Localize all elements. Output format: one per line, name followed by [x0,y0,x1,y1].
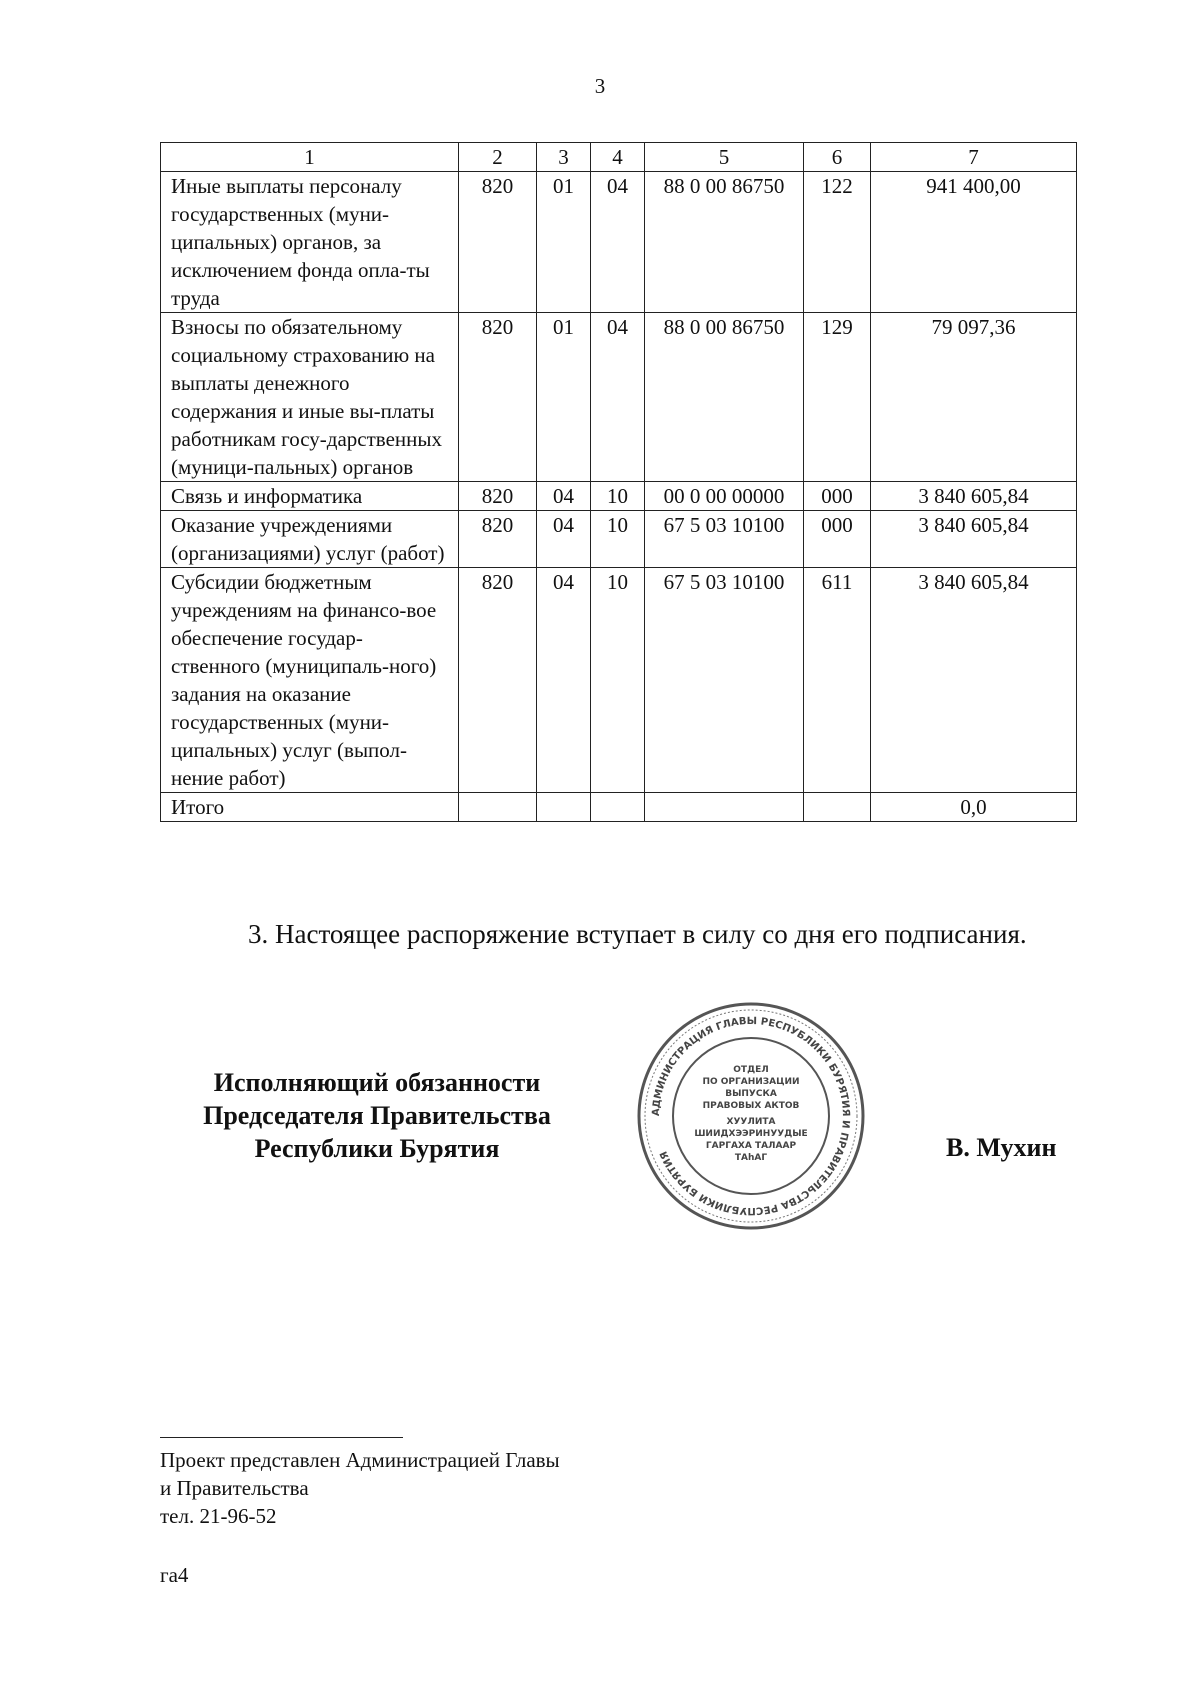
row-name: Субсидии бюджетным учреждениям на финансо-вое обеспечение государ-ственного (муниципаль-ного) задания на оказание государственных (муни-ципальных) услуг (выпол-нение работ) [161,568,459,793]
signer-title-line: Республики Бурятия [254,1134,500,1163]
effective-clause: 3. Настоящее распоряжение вступает в силу со дня его подписания. [248,919,1027,949]
cell-subsection: 04 [591,313,645,482]
cell-admin-code: 820 [459,511,537,568]
cell-expense-type: 122 [804,172,871,313]
cell-section: 01 [537,172,591,313]
cell-amount: 3 840 605,84 [871,568,1077,793]
seal-text: ГАРГАХА ТАЛААР [705,1141,797,1151]
seal-text: ПРАВОВЫХ АКТОВ [702,1101,800,1111]
signer-title [162,1066,592,1165]
seal-text: ХУУЛИТА [726,1117,776,1127]
budget-table [160,142,1077,822]
seal-text: ПО ОРГАНИЗАЦИИ [702,1077,800,1087]
footer-note [160,1446,560,1530]
official-seal [635,1000,867,1232]
seal-text: ТАhАГ [734,1153,768,1163]
cell-subsection [591,793,645,822]
cell-admin-code [459,793,537,822]
page-number: 3 [594,74,606,98]
seal-dotted-ring [645,1010,857,1222]
cell-subsection: 10 [591,511,645,568]
header-cell: 2 [459,143,537,172]
row-name: Оказание учреждениями (организациями) услуг (работ) [161,511,459,568]
cell-amount: 0,0 [871,793,1077,822]
header-cell: 4 [591,143,645,172]
cell-subsection: 04 [591,172,645,313]
cell-section: 04 [537,568,591,793]
row-name: Взносы по обязательному социальному страхованию на выплаты денежного содержания и иные вы-платы работникам госу-дарственных (муници-пальных) органов [161,313,459,482]
table-row [161,482,1077,511]
seal-ring-text: АДМИНИСТРАЦИЯ ГЛАВЫ РЕСПУБЛИКИ БУРЯТИЯ И ПРАВИТЕЛЬСТВА РЕСПУБЛИКИ БУРЯТИЯ [650,1015,852,1217]
cell-section: 04 [537,482,591,511]
cell-expense-type: 611 [804,568,871,793]
cell-admin-code: 820 [459,568,537,793]
cell-expense-type: 129 [804,313,871,482]
table-total-row [161,793,1077,822]
cell-amount: 941 400,00 [871,172,1077,313]
cell-target-article: 00 0 00 00000 [645,482,804,511]
table-row [161,568,1077,793]
row-name: Связь и информатика [161,482,459,511]
cell-target-article: 67 5 03 10100 [645,511,804,568]
seal-text: ШИИДХЭЭРИНУУДЫЕ [694,1129,808,1139]
header-cell: 6 [804,143,871,172]
cell-target-article: 88 0 00 86750 [645,172,804,313]
cell-target-article: 88 0 00 86750 [645,313,804,482]
footer-line: Проект представлен Администрацией Главы [160,1448,560,1472]
table-row [161,172,1077,313]
cell-expense-type [804,793,871,822]
table-header-row [161,143,1077,172]
cell-expense-type: 000 [804,511,871,568]
seal-inner-ring [673,1038,829,1194]
signer-name: В. Мухин [946,1133,1057,1162]
cell-subsection: 10 [591,568,645,793]
cell-section: 01 [537,313,591,482]
cell-admin-code: 820 [459,482,537,511]
cell-amount: 3 840 605,84 [871,511,1077,568]
seal-text: ВЫПУСКА [725,1089,777,1099]
cell-amount: 3 840 605,84 [871,482,1077,511]
table-row [161,313,1077,482]
cell-section: 04 [537,511,591,568]
header-cell: 7 [871,143,1077,172]
cell-target-article: 67 5 03 10100 [645,568,804,793]
table-row [161,511,1077,568]
cell-subsection: 10 [591,482,645,511]
document-code: га4 [160,1563,189,1587]
cell-expense-type: 000 [804,482,871,511]
seal-text: ОТДЕЛ [733,1065,769,1075]
cell-section [537,793,591,822]
cell-admin-code: 820 [459,313,537,482]
cell-admin-code: 820 [459,172,537,313]
cell-target-article [645,793,804,822]
header-cell: 1 [161,143,459,172]
row-name: Иные выплаты персоналу государственных (муни-ципальных) органов, за исключением фонда опла-ты труда [161,172,459,313]
row-name: Итого [161,793,459,822]
signer-title-line: Председателя Правительства [203,1101,551,1130]
cell-amount: 79 097,36 [871,313,1077,482]
footnote-divider [160,1437,403,1438]
footer-line: тел. 21-96-52 [160,1504,277,1528]
header-cell: 3 [537,143,591,172]
footer-line: и Правительства [160,1476,309,1500]
header-cell: 5 [645,143,804,172]
signer-title-line: Исполняющий обязанности [213,1068,541,1097]
